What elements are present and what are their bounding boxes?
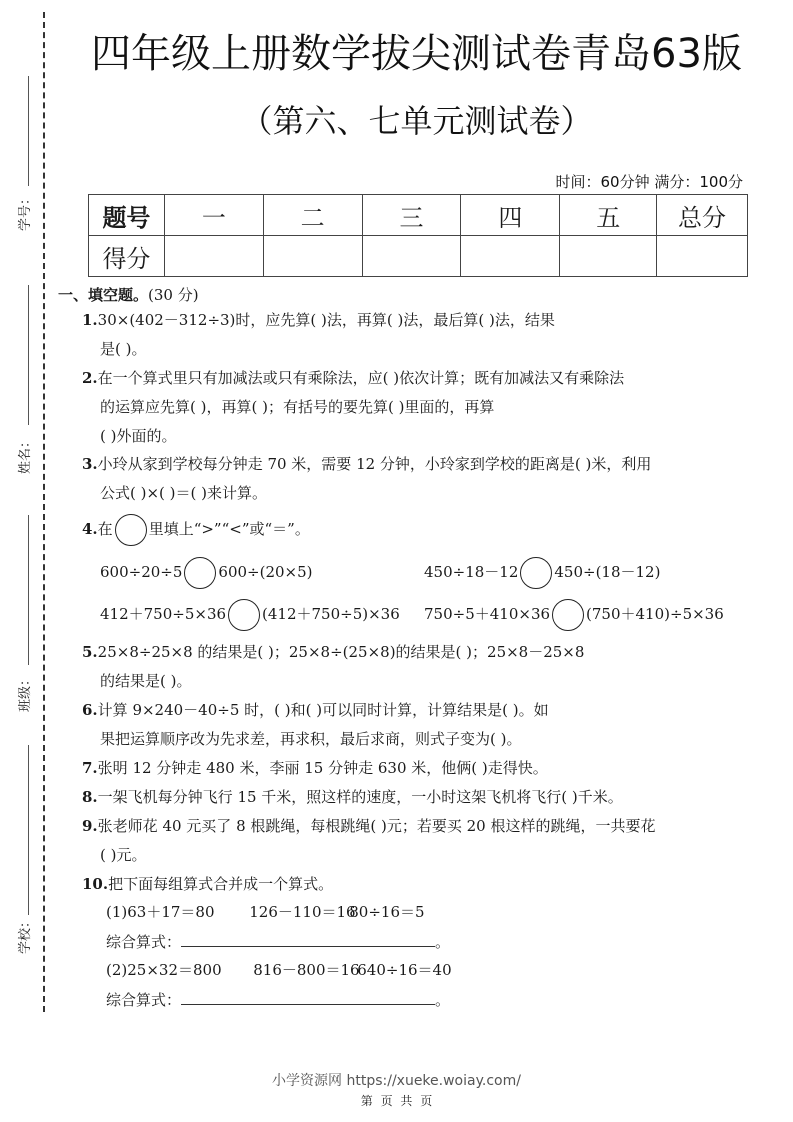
section-points: (30 分): [148, 286, 199, 304]
answer-circle[interactable]: [520, 557, 552, 589]
comparison-left: 450÷18－12: [424, 563, 519, 581]
score-cell-3[interactable]: [362, 236, 461, 277]
question-text: 一架飞机每分钟飞行 15 千米，照这样的速度，一小时这架飞机将飞行( )千米。: [97, 788, 623, 806]
question-text-cont: 是( )。: [100, 340, 147, 358]
equation: 126－110＝16: [249, 903, 356, 921]
header-cell-question-no: 题号: [89, 195, 165, 236]
question-5: [82, 638, 742, 696]
question-text-post: 里填上“>”“<”或“＝”。: [148, 520, 310, 538]
comparison-right: 450÷(18－12): [554, 563, 661, 581]
answer-end: 。: [435, 991, 451, 1009]
comparison-2: [424, 556, 660, 589]
school-line: [28, 745, 29, 915]
answer-circle[interactable]: [184, 557, 216, 589]
comparison-right: (750＋410)÷5×36: [586, 605, 724, 623]
answer-label: 综合算式：: [106, 933, 182, 951]
question-text: 把下面每组算式合并成一个算式。: [108, 875, 334, 893]
question-number: 2.: [82, 369, 98, 387]
name-label: 姓名：: [18, 434, 34, 475]
question-10: [82, 870, 742, 899]
comparison-right: 600÷(20×5): [218, 563, 313, 581]
question-3: [82, 450, 742, 508]
question-number: 5.: [82, 643, 98, 661]
question-number: 9.: [82, 817, 98, 835]
answer-line[interactable]: [181, 990, 435, 1005]
q10-group-2-answer: [106, 984, 450, 1016]
question-4: [82, 514, 742, 546]
q10-group-1-equations: [106, 896, 425, 928]
q10-group-2-equations: [106, 954, 452, 986]
header-cell-total: 总分: [657, 195, 748, 236]
name-line: [28, 285, 29, 425]
equation: 80÷16＝5: [349, 903, 425, 921]
score-table: [88, 194, 748, 277]
question-text: 张明 12 分钟走 480 米，李丽 15 分钟走 630 米，他俩( )走得快。: [97, 759, 548, 777]
question-text-cont: 果把运算顺序改为先求差，再求积，最后求商，则式子变为( )。: [100, 730, 522, 748]
question-number: 10.: [82, 875, 109, 893]
question-text-cont: ( )元。: [100, 846, 147, 864]
section-title: 一、填空题。: [58, 286, 149, 304]
equation: 63＋17＝80: [127, 903, 215, 921]
page-title: 四年级上册数学拔尖测试卷青岛63版: [91, 31, 742, 77]
question-text-cont: 公式( )×( )＝( )来计算。: [100, 484, 267, 502]
question-2: [82, 364, 742, 451]
footer-source: 小学资源网 https://xueke.woiay.com/: [272, 1073, 521, 1089]
comparison-3: [100, 598, 400, 631]
question-1: [82, 306, 742, 364]
question-7: [82, 754, 742, 783]
question-text-pre: 在: [97, 520, 113, 538]
question-text-cont: 的运算应先算( )，再算( )；有括号的要先算( )里面的，再算: [100, 398, 495, 416]
question-8: [82, 783, 742, 812]
score-table-score-row: [89, 236, 748, 277]
class-line: [28, 515, 29, 665]
score-cell-5[interactable]: [560, 236, 657, 277]
question-text: 计算 9×240－40÷5 时，( )和( )可以同时计算，计算结果是( )。如: [97, 701, 549, 719]
question-text: 张老师花 40 元买了 8 根跳绳，每根跳绳( )元；若要买 20 根这样的跳绳，一共要花: [97, 817, 656, 835]
answer-line[interactable]: [181, 932, 435, 947]
answer-label: 综合算式：: [106, 991, 182, 1009]
question-number: 1.: [82, 311, 98, 329]
answer-circle[interactable]: [552, 599, 584, 631]
score-row-label: 得分: [89, 236, 165, 277]
score-cell-4[interactable]: [461, 236, 560, 277]
footer-page-number: 第 页 共 页: [360, 1094, 433, 1108]
answer-circle[interactable]: [228, 599, 260, 631]
page-subtitle: （第六、七单元测试卷）: [240, 102, 593, 140]
score-cell-total[interactable]: [657, 236, 748, 277]
question-text: 30×(402－312÷3)时，应先算( )法，再算( )法，最后算( )法，结果: [97, 311, 555, 329]
answer-end: 。: [435, 933, 451, 951]
question-6: [82, 696, 742, 754]
question-text-cont: ( )外面的。: [100, 427, 177, 445]
header-cell-3: 三: [362, 195, 461, 236]
equation: 25×32＝800: [127, 961, 222, 979]
section-heading: [58, 284, 199, 305]
group-label: (1): [106, 903, 128, 921]
question-number: 4.: [82, 520, 98, 538]
question-9: [82, 812, 742, 870]
school-label: 学校：: [18, 914, 34, 955]
question-text: 25×8÷25×8 的结果是( )；25×8÷(25×8)的结果是( )；25×8－25×8: [97, 643, 585, 661]
question-text: 在一个算式里只有加减法或只有乘除法，应( )依次计算；既有加减法又有乘除法: [97, 369, 625, 387]
student-id-label: 学号：: [18, 191, 34, 232]
exam-meta: 时间：60分钟 满分：100分: [555, 173, 743, 191]
comparison-right: (412＋750÷5)×36: [262, 605, 400, 623]
comparison-4: [424, 598, 724, 631]
score-cell-2[interactable]: [263, 236, 362, 277]
score-cell-1[interactable]: [164, 236, 263, 277]
header-cell-4: 四: [461, 195, 560, 236]
comparison-1: [100, 556, 313, 589]
question-number: 6.: [82, 701, 98, 719]
question-text: 小玲从家到学校每分钟走 70 米，需要 12 分钟，小玲家到学校的距离是( )米，利用: [97, 455, 652, 473]
class-label: 班级：: [18, 672, 34, 713]
header-cell-5: 五: [560, 195, 657, 236]
circle-icon: [115, 514, 147, 546]
question-number: 3.: [82, 455, 98, 473]
binding-dashed-line: [43, 12, 45, 1012]
equation: 816－800＝16: [253, 961, 360, 979]
header-cell-2: 二: [263, 195, 362, 236]
comparison-left: 750÷5＋410×36: [424, 605, 551, 623]
question-number: 8.: [82, 788, 98, 806]
comparison-left: 412＋750÷5×36: [100, 605, 227, 623]
score-table-header-row: [89, 195, 748, 236]
question-number: 7.: [82, 759, 98, 777]
equation: 640÷16＝40: [357, 961, 452, 979]
question-text-cont: 的结果是( )。: [100, 672, 192, 690]
group-label: (2): [106, 961, 128, 979]
header-cell-1: 一: [164, 195, 263, 236]
comparison-left: 600÷20÷5: [100, 563, 183, 581]
